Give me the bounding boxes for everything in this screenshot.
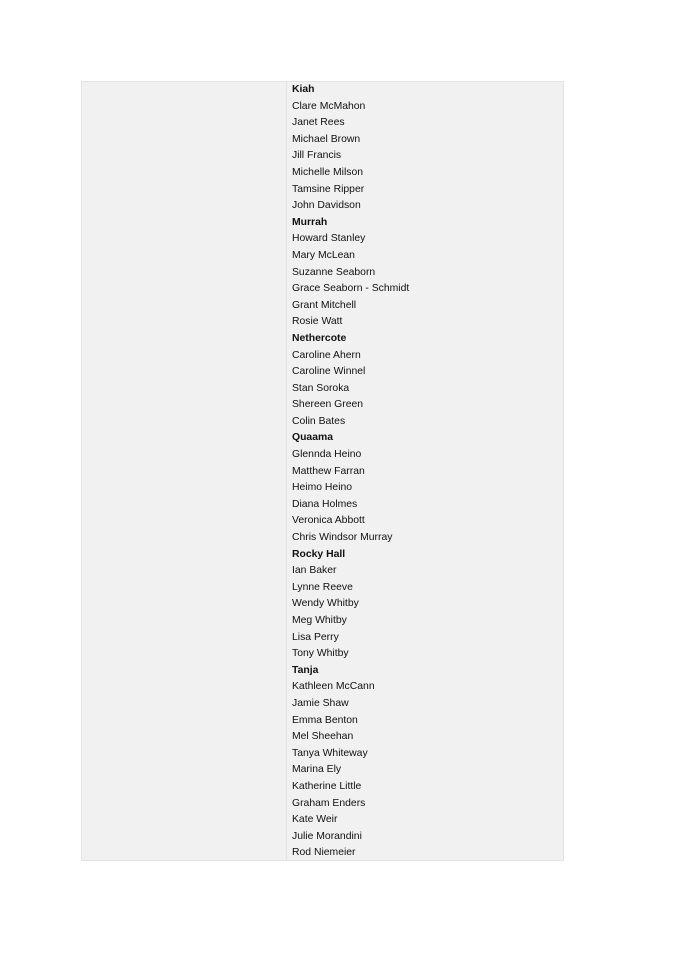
member-name: Jill Francis — [292, 150, 342, 162]
member-name: Meg Whitby — [292, 615, 347, 626]
group-heading: Murrah — [292, 216, 328, 228]
member-name: Caroline Winnel — [292, 366, 366, 378]
group-heading: Kiah — [292, 84, 315, 95]
member-name: Rosie Watt — [292, 316, 343, 328]
table-right-column — [287, 82, 563, 860]
member-name: Rod Niemeier — [292, 847, 356, 859]
member-name: Tony Whitby — [292, 648, 349, 660]
member-name: Caroline Ahern — [292, 349, 361, 361]
member-name: Colin Bates — [292, 415, 346, 427]
member-name: Glennda Heino — [292, 449, 362, 461]
member-name: Mary McLean — [292, 249, 355, 261]
member-name: Marina Ely — [292, 764, 342, 776]
member-name: Howard Stanley — [292, 233, 366, 245]
member-name: Heimo Heino — [292, 482, 353, 494]
table-left-column — [82, 82, 287, 860]
group-heading: Rocky Hall — [292, 548, 346, 560]
member-name: Kathleen McCann — [292, 681, 375, 693]
member-name: Mel Sheehan — [292, 731, 354, 743]
member-name: Ian Baker — [292, 565, 337, 577]
group-heading: Quaama — [292, 432, 334, 444]
member-name: Tamsine Ripper — [292, 183, 365, 195]
member-name: Kate Weir — [292, 814, 338, 826]
member-name: Shereen Green — [292, 399, 364, 411]
member-name: Diana Holmes — [292, 498, 358, 510]
names-list — [287, 82, 563, 862]
member-name: Lynne Reeve — [292, 581, 353, 593]
member-name: Stan Soroka — [292, 382, 350, 394]
member-name: Clare McMahon — [292, 100, 366, 112]
member-name: Jamie Shaw — [292, 697, 349, 709]
member-name: Michelle Milson — [292, 166, 364, 178]
member-name: Matthew Farran — [292, 465, 365, 477]
member-name: Chris Windsor Murray — [292, 532, 393, 544]
member-name: Grace Seaborn - Schmidt — [292, 283, 410, 295]
member-name: Michael Brown — [292, 133, 361, 145]
member-name: Katherine Little — [292, 780, 362, 792]
group-heading: Nethercote — [292, 332, 347, 344]
names-table — [81, 81, 564, 861]
member-name: Suzanne Seaborn — [292, 266, 376, 278]
member-name: Graham Enders — [292, 797, 366, 809]
member-name: Grant Mitchell — [292, 299, 357, 311]
member-name: Lisa Perry — [292, 631, 339, 643]
member-name: Wendy Whitby — [292, 598, 359, 610]
member-name: Tanya Whiteway — [292, 747, 368, 759]
group-heading: Tanja — [292, 664, 319, 676]
member-name: Emma Benton — [292, 714, 358, 726]
member-name: Veronica Abbott — [292, 515, 365, 527]
member-name: John Davidson — [292, 200, 361, 212]
member-name: Julie Morandini — [292, 830, 362, 842]
member-name: Janet Rees — [292, 117, 345, 129]
